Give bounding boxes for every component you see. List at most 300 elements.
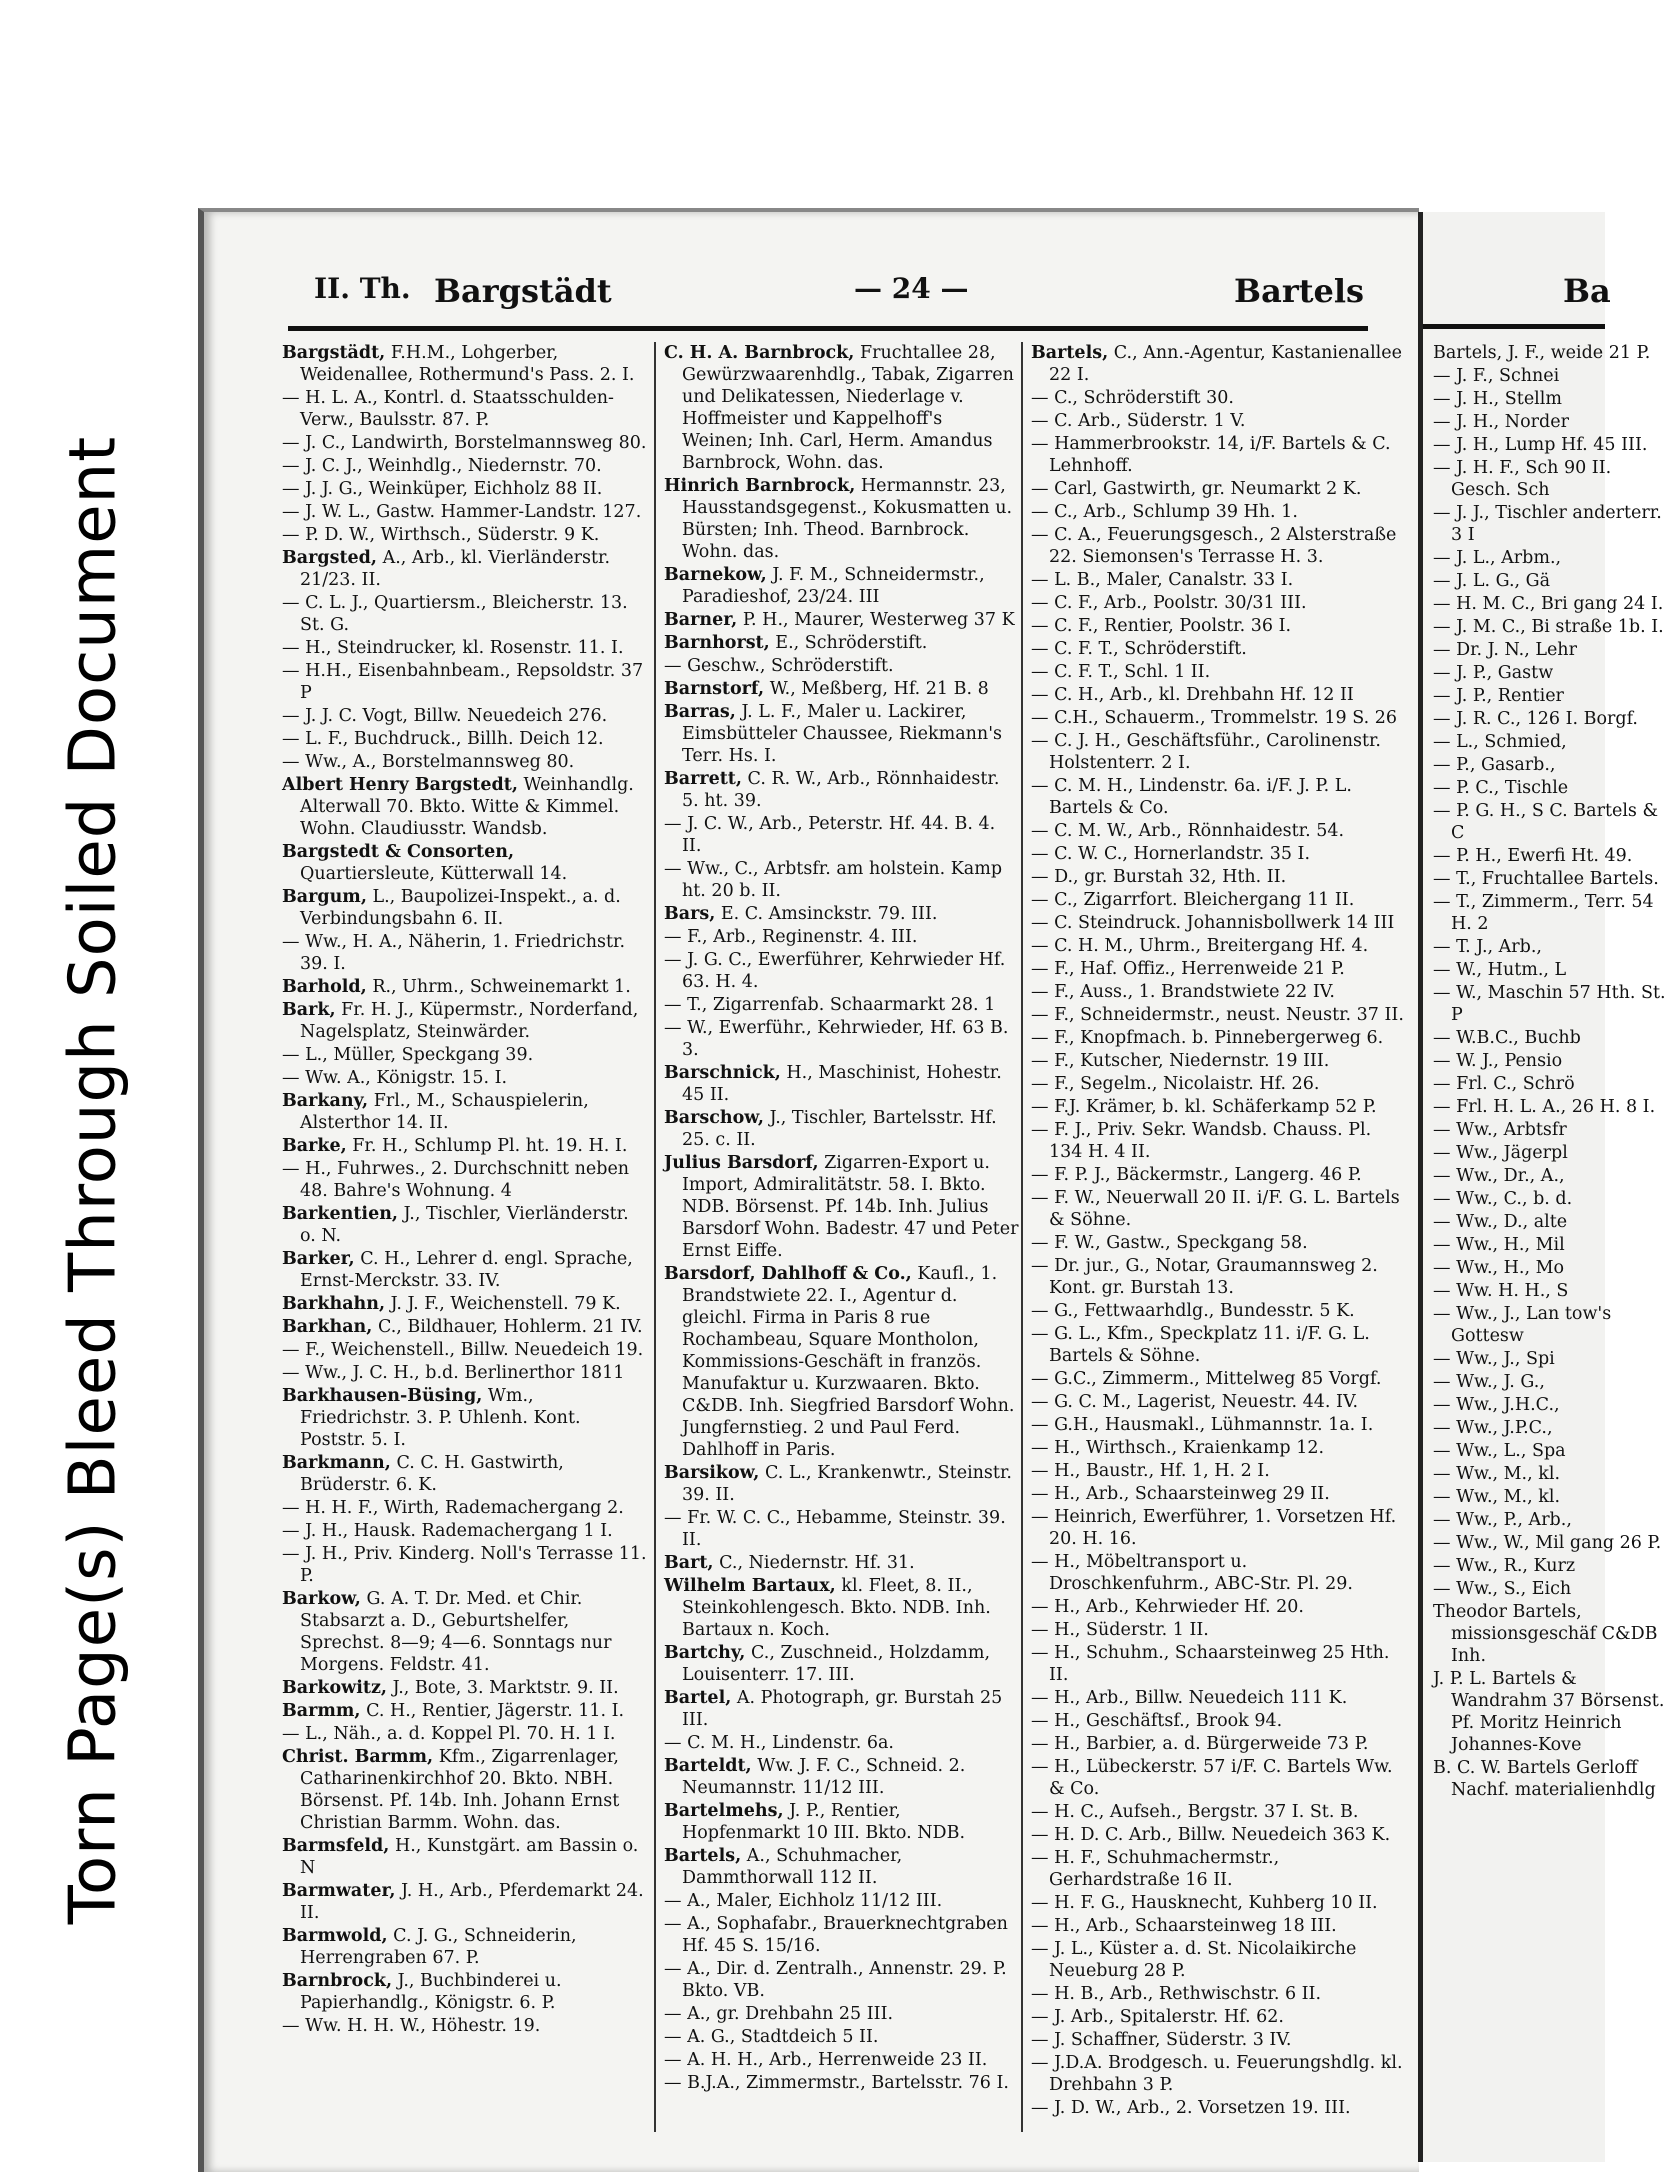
directory-entry bbox=[282, 1746, 647, 1834]
entry-text: — F., Weichenstell., Billw. Neuedeich 19. bbox=[282, 1340, 644, 1360]
entry-text: — G., Fettwaarhdlg., Bundesstr. 5 K. bbox=[1031, 1301, 1355, 1321]
entry-text: — J. L., Küster a. d. St. Nicolaikirche Neueburg 28 P. bbox=[1031, 1939, 1357, 1981]
directory-entry bbox=[282, 1880, 647, 1924]
entry-text: — H. C., Aufseh., Bergstr. 37 I. St. B. bbox=[1031, 1802, 1359, 1822]
entry-text: — J. W. L., Gastw. Hammer-Landstr. 127. bbox=[282, 502, 642, 522]
directory-entry bbox=[1031, 1756, 1406, 1800]
directory-entry bbox=[1031, 1824, 1406, 1846]
entry-text: — J. J. C. Vogt, Billw. Neuedeich 276. bbox=[282, 706, 608, 726]
directory-entry bbox=[1031, 866, 1406, 888]
running-head-right: Bartels bbox=[1234, 272, 1364, 310]
entry-text: — C., Schröderstift 30. bbox=[1031, 388, 1234, 408]
entry-name: Barsikow, bbox=[664, 1463, 760, 1483]
entry-text: — J.D.A. Brodgesch. u. Feuerungshdlg. kl. Drehbahn 3 P. bbox=[1031, 2053, 1403, 2095]
entry-text: J., Tischler, Bartelsstr. Hf. 25. c. II. bbox=[682, 1108, 997, 1150]
entry-text: — T., Zigarrenfab. Schaarmarkt 28. 1 bbox=[664, 995, 996, 1015]
side-label-text: Torn Page(s) Bleed Through Soiled Document bbox=[56, 435, 130, 1925]
adjacent-entry: — J. P., Gastw bbox=[1433, 663, 1554, 683]
entry-text: — F., Haf. Offiz., Herrenweide 21 P. bbox=[1031, 959, 1345, 979]
entry-name: Barrett, bbox=[664, 769, 742, 789]
entry-text: — C. M. H., Lindenstr. 6a. bbox=[664, 1733, 894, 1753]
directory-entry bbox=[664, 858, 1019, 902]
entry-text: E. C. Amsinckstr. 79. III. bbox=[720, 904, 938, 924]
entry-text: — A. H. H., Arb., Herrenweide 23 II. bbox=[664, 2050, 988, 2070]
adjacent-entry: — W., Maschin 57 Hth. St. P bbox=[1433, 983, 1666, 1025]
adjacent-entry: — Ww., H., Mil bbox=[1433, 1235, 1565, 1255]
directory-entry bbox=[1031, 1847, 1406, 1891]
entry-text: — P. D. W., Wirthsch., Süderstr. 9 K. bbox=[282, 525, 600, 545]
directory-entry bbox=[1031, 1915, 1406, 1937]
directory-entry bbox=[1031, 1506, 1406, 1550]
entry-text: J. H., Arb., Pferdemarkt 24. II. bbox=[300, 1881, 644, 1923]
directory-entry bbox=[282, 2015, 647, 2037]
adjacent-entry: — Ww., Jägerpl bbox=[1433, 1143, 1568, 1163]
adjacent-entry: J. P. L. Bartels & Wandrahm 37 Börsenst. Pf. Moritz Heinrich Johannes-Kove bbox=[1433, 1669, 1665, 1755]
entry-text: — A., gr. Drehbahn 25 III. bbox=[664, 2004, 894, 2024]
entry-text: — C. F., Arb., Poolstr. 30/31 III. bbox=[1031, 593, 1307, 613]
entry-text: — F. J., Priv. Sekr. Wandsb. Chauss. Pl. 134 H. 4 II. bbox=[1031, 1120, 1372, 1162]
directory-entry bbox=[282, 1543, 647, 1587]
entry-text: — Ww., H. A., Näherin, 1. Friedrichstr. 39. I. bbox=[282, 932, 626, 974]
entry-text: — Ww., A., Borstelmannsweg 80. bbox=[282, 752, 575, 772]
entry-name: Bark, bbox=[282, 1000, 336, 1020]
directory-entry bbox=[282, 1970, 647, 2014]
entry-text: — C. Steindruck. Johannisbollwerk 14 III bbox=[1031, 913, 1395, 933]
adjacent-entry: — P. H., Ewerfi Ht. 49. bbox=[1433, 846, 1633, 866]
entry-text: — A., Maler, Eichholz 11/12 III. bbox=[664, 1891, 943, 1911]
directory-entry bbox=[282, 841, 647, 885]
entry-text: G. A. T. Dr. Med. et Chir. Stabsarzt a. D., Geburtshelfer, Sprechst. 8—9; 4—6. Sonntags nur Morgens. Feldstr. 41. bbox=[300, 1589, 612, 1675]
entry-name: Barsdorf, Dahlhoff & Co., bbox=[664, 1264, 912, 1284]
entry-text: C. R. W., Arb., Rönnhaidestr. 5. ht. 39. bbox=[682, 769, 1000, 811]
entry-text: — A., Sophafabr., Brauerknechtgraben Hf. 45 S. 15/16. bbox=[664, 1914, 1008, 1956]
entry-text: — L., Müller, Speckgang 39. bbox=[282, 1045, 534, 1065]
entry-name: Barmm, bbox=[282, 1701, 361, 1721]
entry-text: — J. C. W., Arb., Peterstr. Hf. 44. B. 4. II. bbox=[664, 814, 996, 856]
entry-text: — J. Schaffner, Süderstr. 3 IV. bbox=[1031, 2030, 1292, 2050]
adjacent-entry: — Ww., D., alte bbox=[1433, 1212, 1568, 1232]
entry-text: — C. H. M., Uhrm., Breitergang Hf. 4. bbox=[1031, 936, 1369, 956]
adjacent-entry: — J. P., Rentier bbox=[1433, 686, 1564, 706]
adjacent-entry: — Ww., J., Lan tow's Gottesw bbox=[1433, 1304, 1612, 1346]
directory-entry bbox=[1031, 684, 1406, 706]
entry-name: Bartel, bbox=[664, 1688, 732, 1708]
directory-entry bbox=[664, 2072, 1019, 2094]
entry-name: Barmwold, bbox=[282, 1926, 388, 1946]
entry-name: Bartchy, bbox=[664, 1643, 746, 1663]
directory-entry bbox=[1031, 912, 1406, 934]
entry-text: C. H., Rentier, Jägerstr. 11. I. bbox=[366, 1701, 625, 1721]
directory-entry bbox=[1031, 1414, 1406, 1436]
directory-entry bbox=[664, 1552, 1019, 1574]
directory-entry bbox=[1031, 1892, 1406, 1914]
adjacent-entry: — T. J., Arb., bbox=[1433, 937, 1542, 957]
directory-entry bbox=[282, 478, 647, 500]
entry-name: Barkany, bbox=[282, 1091, 369, 1111]
entry-text: Frl., M., Schauspielerin, Alsterthor 14. II. bbox=[300, 1091, 589, 1133]
entry-text: C., Bildhauer, Hohlerm. 21 IV. bbox=[377, 1317, 643, 1337]
entry-text: — C. M. W., Arb., Rönnhaidestr. 54. bbox=[1031, 821, 1345, 841]
entry-text: — L. F., Buchdruck., Billh. Deich 12. bbox=[282, 729, 604, 749]
entry-text: C., Ann.-Agentur, Kastanienallee 22 I. bbox=[1049, 343, 1402, 385]
directory-entry bbox=[282, 547, 647, 591]
entry-name: Bars, bbox=[664, 904, 716, 924]
directory-entry bbox=[1031, 1983, 1406, 2005]
directory-entry bbox=[664, 1152, 1019, 1262]
entry-text: — F., Schneidermstr., neust. Neustr. 37 II. bbox=[1031, 1005, 1404, 1025]
entry-text: Wm., Friedrichstr. 3. P. Uhlenh. Kont. Poststr. 5. I. bbox=[300, 1386, 581, 1450]
entry-name: Bargstädt, bbox=[282, 343, 386, 363]
entry-text: W., Meßberg, Hf. 21 B. 8 bbox=[769, 679, 989, 699]
entry-text: F.H.M., Lohgerber, Weidenallee, Rothermund's Pass. 2. I. bbox=[300, 343, 635, 385]
entry-text: — L., Näh., a. d. Koppel Pl. 70. H. 1 I. bbox=[282, 1724, 616, 1744]
entry-name: Bartels, bbox=[664, 1846, 742, 1866]
directory-entry bbox=[1031, 1710, 1406, 1732]
entry-text: — F., Arb., Reginenstr. 4. III. bbox=[664, 927, 918, 947]
directory-entry bbox=[664, 564, 1019, 608]
directory-entry bbox=[664, 1462, 1019, 1506]
directory-entry bbox=[1031, 935, 1406, 957]
entry-text: Ww. J. F. C., Schneid. 2. Neumannstr. 11/12 III. bbox=[682, 1756, 966, 1798]
directory-entry bbox=[1031, 1551, 1406, 1595]
entry-text: Kfm., Zigarrenlager, Catharinenkirchhof 20. Bkto. NBH. Börsenst. Pf. 14b. Inh. Johann Ernst Christian Barmm. Wohn. das. bbox=[300, 1747, 620, 1833]
adjacent-entry: — P., Gasarb., bbox=[1433, 755, 1556, 775]
entry-text: — J. C. J., Weinhdlg., Niedernstr. 70. bbox=[282, 456, 602, 476]
adjacent-entry: — Ww., J., Spi bbox=[1433, 1349, 1555, 1369]
entry-text: — C. F., Rentier, Poolstr. 36 I. bbox=[1031, 616, 1292, 636]
directory-entry bbox=[664, 701, 1019, 767]
directory-entry bbox=[282, 1293, 647, 1315]
directory-entry bbox=[282, 1925, 647, 1969]
entry-text: — H., Schuhm., Schaarsteinweg 25 Hth. II. bbox=[1031, 1643, 1390, 1685]
directory-entry bbox=[1031, 1938, 1406, 1982]
directory-entry bbox=[664, 1913, 1019, 1957]
entry-text: Hermannstr. 23, Hausstandsgegenst., Kokusmatten u. Bürsten; Inh. Theod. Barnbrock. Wohn. das. bbox=[682, 476, 1013, 562]
entry-text: — F. W., Neuerwall 20 II. i/F. G. L. Bartels & Söhne. bbox=[1031, 1188, 1400, 1230]
directory-entry bbox=[664, 813, 1019, 857]
directory-entry bbox=[1031, 820, 1406, 842]
adjacent-entry: — T., Zimmerm., Terr. 54 H. 2 bbox=[1433, 892, 1654, 934]
directory-entry bbox=[1031, 661, 1406, 683]
directory-entry bbox=[282, 774, 647, 840]
adjacent-entry: — Ww., L., Spa bbox=[1433, 1441, 1566, 1461]
directory-entry bbox=[282, 501, 647, 523]
entry-text: — G. C. M., Lagerist, Neuestr. 44. IV. bbox=[1031, 1392, 1359, 1412]
entry-text: — H., Steindrucker, kl. Rosenstr. 11. I. bbox=[282, 638, 624, 658]
entry-text: — H. H. F., Wirth, Rademachergang 2. bbox=[282, 1498, 624, 1518]
directory-entry bbox=[282, 1452, 647, 1496]
adjacent-entry: — Frl. C., Schrö bbox=[1433, 1074, 1575, 1094]
directory-entry bbox=[664, 2026, 1019, 2048]
entry-text: — H., Baustr., Hf. 1, H. 2 I. bbox=[1031, 1461, 1270, 1481]
adjacent-entry: — J. H., Stellm bbox=[1433, 389, 1562, 409]
page-number: — 24 — bbox=[854, 272, 969, 305]
column-3 bbox=[1021, 342, 1406, 2132]
directory-entry bbox=[664, 1755, 1019, 1799]
directory-entry bbox=[664, 1507, 1019, 1551]
entry-text: C. H., Lehrer d. engl. Sprache, Ernst-Merckstr. 33. IV. bbox=[300, 1249, 633, 1291]
directory-entry bbox=[282, 455, 647, 477]
adjacent-entry: — J. F., Schnei bbox=[1433, 366, 1560, 386]
directory-entry bbox=[1031, 889, 1406, 911]
entry-text: — H., Arb., Schaarsteinweg 29 II. bbox=[1031, 1484, 1330, 1504]
directory-entry bbox=[1031, 1232, 1406, 1254]
entry-name: Barkmann, bbox=[282, 1453, 391, 1473]
entry-name: Barker, bbox=[282, 1249, 355, 1269]
directory-entry bbox=[1031, 1460, 1406, 1482]
directory-entry bbox=[282, 886, 647, 930]
adjacent-entry: — Ww., P., Arb., bbox=[1433, 1510, 1572, 1530]
entry-text: — H. F., Schuhmachermstr., Gerhardstraße 16 II. bbox=[1031, 1848, 1280, 1890]
directory-entry bbox=[664, 1800, 1019, 1844]
directory-entry bbox=[282, 1520, 647, 1542]
directory-entry bbox=[1031, 1300, 1406, 1322]
entry-text: — J. J. G., Weinküper, Eichholz 88 II. bbox=[282, 479, 603, 499]
adjacent-entry: — L., Schmied, bbox=[1433, 732, 1567, 752]
entry-text: J., Tischler, Vierländerstr. o. N. bbox=[300, 1204, 629, 1246]
entry-text: — H., Wirthsch., Kraienkamp 12. bbox=[1031, 1438, 1325, 1458]
adjacent-entry: — W. J., Pensio bbox=[1433, 1051, 1563, 1071]
adjacent-entry: — Ww. H. H., S bbox=[1433, 1281, 1569, 1301]
entry-text: — H. F. G., Hausknecht, Kuhberg 10 II. bbox=[1031, 1893, 1378, 1913]
directory-entry bbox=[664, 1062, 1019, 1106]
directory-entry bbox=[664, 1845, 1019, 1889]
entry-text: C., Niedernstr. Hf. 31. bbox=[719, 1553, 915, 1573]
entry-text: — Ww., J. C. H., b.d. Berlinerthor 1811 bbox=[282, 1363, 625, 1383]
directory-entry bbox=[664, 1642, 1019, 1686]
directory-entry bbox=[282, 751, 647, 773]
directory-entry bbox=[1031, 1004, 1406, 1026]
entry-text: — Ww. A., Königstr. 15. I. bbox=[282, 1068, 508, 1088]
entry-text: J. P., Rentier, Hopfenmarkt 10 III. Bkto. NDB. bbox=[682, 1801, 966, 1843]
directory-entry bbox=[664, 632, 1019, 654]
entry-name: Barkhan, bbox=[282, 1317, 373, 1337]
entry-text: — C. M. H., Lindenstr. 6a. i/F. J. P. L. Bartels & Co. bbox=[1031, 776, 1352, 818]
directory-entry bbox=[664, 2049, 1019, 2071]
adjacent-entry: — J. L., Arbm., bbox=[1433, 548, 1562, 568]
entry-text: — H., Lübeckerstr. 57 i/F. C. Bartels Ww. & Co. bbox=[1031, 1757, 1393, 1799]
entry-name: Barke, bbox=[282, 1136, 347, 1156]
entry-name: Bargstedt & Consorten, bbox=[282, 842, 515, 862]
entry-text: A., Schuhmacher, Dammthorwall 112 II. bbox=[682, 1846, 903, 1888]
column-2 bbox=[654, 342, 1019, 2132]
directory-entry bbox=[282, 1339, 647, 1361]
directory-entry bbox=[1031, 1437, 1406, 1459]
adjacent-entry: — Dr. J. N., Lehr bbox=[1433, 640, 1577, 660]
adjacent-entry: — P. G. H., S C. Bartels & C bbox=[1433, 801, 1659, 843]
directory-entry bbox=[1031, 638, 1406, 660]
entry-text: Weinhandlg. Alterwall 70. Bkto. Witte & Kimmel. Wohn. Claudiusstr. Wandsb. bbox=[300, 775, 634, 839]
running-head-left: Bargstädt bbox=[434, 272, 612, 310]
entry-name: Bartels, bbox=[1031, 343, 1109, 363]
directory-entry bbox=[1031, 1801, 1406, 1823]
entry-text: Fruchtallee 28, Gewürzwaarenhdlg., Tabak, Zigarren und Delikatessen, Niederlage v. Hoffmeister und Kappelhoff's Weinen; Inh. Carl, Herm. Amandus Barnbrock, Wohn. das. bbox=[682, 343, 1014, 473]
adjacent-entry: B. C. W. Bartels Gerloff Nachf. materialienhdlg bbox=[1433, 1758, 1656, 1800]
directory-entry bbox=[1031, 1687, 1406, 1709]
entry-text: H., Kunstgärt. am Bassin o. N bbox=[300, 1836, 639, 1878]
directory-entry bbox=[1031, 730, 1406, 774]
directory-entry bbox=[1031, 2029, 1406, 2051]
directory-entry bbox=[282, 1835, 647, 1879]
directory-entry bbox=[1031, 592, 1406, 614]
entry-text: — H., Arb., Schaarsteinweg 18 III. bbox=[1031, 1916, 1337, 1936]
directory-entry bbox=[1031, 569, 1406, 591]
directory-entry bbox=[1031, 2097, 1406, 2119]
directory-entry bbox=[664, 2003, 1019, 2025]
entry-text: — H.H., Eisenbahnbeam., Repsoldstr. 37 P bbox=[282, 661, 644, 703]
entry-text: — F., Knopfmach. b. Pinnebergerweg 6. bbox=[1031, 1028, 1384, 1048]
directory-entry bbox=[282, 976, 647, 998]
adjacent-entry: — J. H., Lump Hf. 45 III. bbox=[1433, 435, 1648, 455]
directory-entry bbox=[282, 1362, 647, 1384]
entry-text: — Fr. W. C. C., Hebamme, Steinstr. 39. II. bbox=[664, 1508, 1006, 1550]
entry-name: Barschnick, bbox=[664, 1063, 781, 1083]
directory-entry bbox=[1031, 342, 1406, 386]
entry-text: — H., Geschäftsf., Brook 94. bbox=[1031, 1711, 1283, 1731]
directory-entry bbox=[1031, 1323, 1406, 1367]
directory-entry bbox=[664, 1890, 1019, 1912]
adjacent-entry: — J. H., Norder bbox=[1433, 412, 1569, 432]
directory-entry bbox=[1031, 1368, 1406, 1390]
adjacent-page bbox=[1418, 212, 1666, 2162]
directory-entry bbox=[282, 999, 647, 1043]
adjacent-header-rule bbox=[1423, 324, 1605, 329]
directory-entry bbox=[664, 475, 1019, 563]
directory-entry bbox=[1031, 1050, 1406, 1072]
directory-entry bbox=[1031, 981, 1406, 1003]
directory-entry bbox=[282, 1700, 647, 1722]
entry-text: — J. H., Priv. Kinderg. Noll's Terrasse 11. P. bbox=[282, 1544, 647, 1586]
entry-text: — J. G. C., Ewerführer, Kehrwieder Hf. 63. H. 4. bbox=[664, 950, 1006, 992]
entry-text: — F., Auss., 1. Brandstwiete 22 IV. bbox=[1031, 982, 1335, 1002]
entry-text: A. Photograph, gr. Burstah 25 III. bbox=[682, 1688, 1003, 1730]
entry-name: Barkow, bbox=[282, 1589, 361, 1609]
adjacent-page-column bbox=[1433, 342, 1673, 1802]
entry-text: — H., Möbeltransport u. Droschkenfuhrm., ABC-Str. Pl. 29. bbox=[1031, 1552, 1353, 1594]
entry-text: — F. W., Gastw., Speckgang 58. bbox=[1031, 1233, 1308, 1253]
directory-entry bbox=[282, 1090, 647, 1134]
entry-text: — D., gr. Burstah 32, Hth. II. bbox=[1031, 867, 1287, 887]
entry-text: — C. F. T., Schl. 1 II. bbox=[1031, 662, 1211, 682]
directory-entry bbox=[664, 903, 1019, 925]
directory-page bbox=[198, 208, 1419, 2172]
entry-text: kl. Fleet, 8. II., Steinkohlengesch. Bkto. NDB. Inh. Bartaux n. Koch. bbox=[682, 1576, 991, 1640]
entry-name: Barschow, bbox=[664, 1108, 764, 1128]
adjacent-page-header: Ba bbox=[1563, 272, 1611, 310]
directory-entry bbox=[664, 994, 1019, 1016]
entry-text: — F., Kutscher, Niedernstr. 19 III. bbox=[1031, 1051, 1330, 1071]
page-header bbox=[314, 272, 1394, 312]
adjacent-entry: — J. H. F., Sch 90 II. Gesch. Sch bbox=[1433, 458, 1612, 500]
directory-entry bbox=[282, 931, 647, 975]
directory-entry bbox=[664, 949, 1019, 993]
entry-text: — F. P. J., Bäckermstr., Langerg. 46 P. bbox=[1031, 1165, 1362, 1185]
directory-entry bbox=[282, 1588, 647, 1676]
adjacent-entry: — Ww., W., Mil gang 26 P. bbox=[1433, 1533, 1662, 1553]
directory-entry bbox=[282, 524, 647, 546]
directory-entry bbox=[664, 1263, 1019, 1461]
directory-entry bbox=[282, 1158, 647, 1202]
adjacent-entry: — J. J., Tischler anderterr. 3 I bbox=[1433, 503, 1662, 545]
entry-name: Barnhorst, bbox=[664, 633, 770, 653]
directory-entry bbox=[282, 1316, 647, 1338]
entry-text: — Heinrich, Ewerführer, 1. Vorsetzen Hf. 20. H. 16. bbox=[1031, 1507, 1397, 1549]
adjacent-entry: — J. R. C., 126 I. Borgf. bbox=[1433, 709, 1638, 729]
column-1 bbox=[282, 342, 647, 2132]
entry-text: — C. L. J., Quartiersm., Bleicherstr. 13. St. G. bbox=[282, 593, 628, 635]
directory-entry bbox=[1031, 1733, 1406, 1755]
directory-entry bbox=[664, 655, 1019, 677]
entry-text: — A., Dir. d. Zentralh., Annenstr. 29. P. Bkto. VB. bbox=[664, 1959, 1007, 2001]
entry-text: — C. Arb., Süderstr. 1 V. bbox=[1031, 411, 1246, 431]
entry-text: — F.J. Krämer, b. kl. Schäferkamp 52 P. bbox=[1031, 1097, 1377, 1117]
entry-text: — L. B., Maler, Canalstr. 33 I. bbox=[1031, 570, 1294, 590]
directory-entry bbox=[664, 1687, 1019, 1731]
entry-name: Wilhelm Bartaux, bbox=[664, 1576, 836, 1596]
entry-text: — A. G., Stadtdeich 5 II. bbox=[664, 2027, 879, 2047]
adjacent-entry: — Ww., J.P.C., bbox=[1433, 1418, 1553, 1438]
directory-entry bbox=[664, 1958, 1019, 2002]
adjacent-entry: — Ww., J. G., bbox=[1433, 1372, 1545, 1392]
directory-entry bbox=[1031, 1119, 1406, 1163]
entry-text: J., Buchbinderei u. Papierhandlg., Königstr. 6. P. bbox=[300, 1971, 562, 2013]
directory-entry bbox=[282, 1067, 647, 1089]
entry-text: — H. D. C. Arb., Billw. Neuedeich 363 K. bbox=[1031, 1825, 1391, 1845]
directory-entry bbox=[282, 1677, 647, 1699]
directory-entry bbox=[282, 1497, 647, 1519]
directory-entry bbox=[664, 926, 1019, 948]
adjacent-entry: — Ww., J.H.C., bbox=[1433, 1395, 1560, 1415]
entry-text: — G.H., Hausmakl., Lühmannstr. 1a. I. bbox=[1031, 1415, 1374, 1435]
entry-text: — J. H., Hausk. Rademachergang 1 I. bbox=[282, 1521, 613, 1541]
entry-name: Barras, bbox=[664, 702, 736, 722]
entry-text: — Ww., C., Arbtsfr. am holstein. Kamp ht. 20 b. II. bbox=[664, 859, 1003, 901]
entry-text: — W., Ewerführ., Kehrwieder, Hf. 63 B. 3. bbox=[664, 1018, 1009, 1060]
directory-entry bbox=[1031, 2052, 1406, 2096]
directory-entry bbox=[282, 728, 647, 750]
entry-text: C. J. G., Schneiderin, Herrengraben 67. P. bbox=[300, 1926, 577, 1968]
adjacent-entry: Bartels, J. F., weide 21 P. bbox=[1433, 343, 1651, 363]
entry-text: J., Bote, 3. Marktstr. 9. II. bbox=[392, 1678, 619, 1698]
directory-entry bbox=[1031, 478, 1406, 500]
entry-text: — G.C., Zimmerm., Mittelweg 85 Vorgf. bbox=[1031, 1369, 1382, 1389]
entry-text: E., Schröderstift. bbox=[775, 633, 928, 653]
directory-entry bbox=[1031, 1391, 1406, 1413]
entry-text: Zigarren-Export u. Import, Admiralitätstr. 58. I. Bkto. NDB. Börsenst. Pf. 14b. Inh. Julius Barsdorf Wohn. Badestr. 47 und Peter Ernst Eiffe. bbox=[682, 1153, 1019, 1261]
adjacent-entry: — Ww., M., kl. bbox=[1433, 1464, 1561, 1484]
entry-name: Barkowitz, bbox=[282, 1678, 387, 1698]
adjacent-entry: — Ww., C., b. d. bbox=[1433, 1189, 1573, 1209]
directory-entry bbox=[664, 768, 1019, 812]
directory-entry bbox=[282, 592, 647, 636]
adjacent-entry: — H. M. C., Bri gang 24 I. bbox=[1433, 594, 1664, 614]
directory-entry bbox=[664, 1732, 1019, 1754]
entry-text: — Carl, Gastwirth, gr. Neumarkt 2 K. bbox=[1031, 479, 1362, 499]
adjacent-entry: — Ww., S., Eich bbox=[1433, 1579, 1572, 1599]
entry-name: Barkhahn, bbox=[282, 1294, 386, 1314]
entry-name: Hinrich Barnbrock, bbox=[664, 476, 856, 496]
directory-entry bbox=[1031, 1596, 1406, 1618]
entry-name: Bartelmehs, bbox=[664, 1801, 784, 1821]
adjacent-entry: — Ww., Arbtsfr bbox=[1433, 1120, 1567, 1140]
directory-entry bbox=[1031, 501, 1406, 523]
side-label bbox=[18, 300, 168, 2060]
adjacent-entry: — Frl. H. L. A., 26 H. 8 I. bbox=[1433, 1097, 1656, 1117]
entry-text: — F., Segelm., Nicolaistr. Hf. 26. bbox=[1031, 1074, 1320, 1094]
entry-text: J. L. F., Maler u. Lackirer, Eimsbütteler Chaussee, Riekmann's Terr. Hs. I. bbox=[682, 702, 1002, 766]
directory-entry bbox=[282, 1385, 647, 1451]
entry-text: — Dr. jur., G., Notar, Graumannsweg 2. Kont. gr. Burstah 13. bbox=[1031, 1256, 1378, 1298]
